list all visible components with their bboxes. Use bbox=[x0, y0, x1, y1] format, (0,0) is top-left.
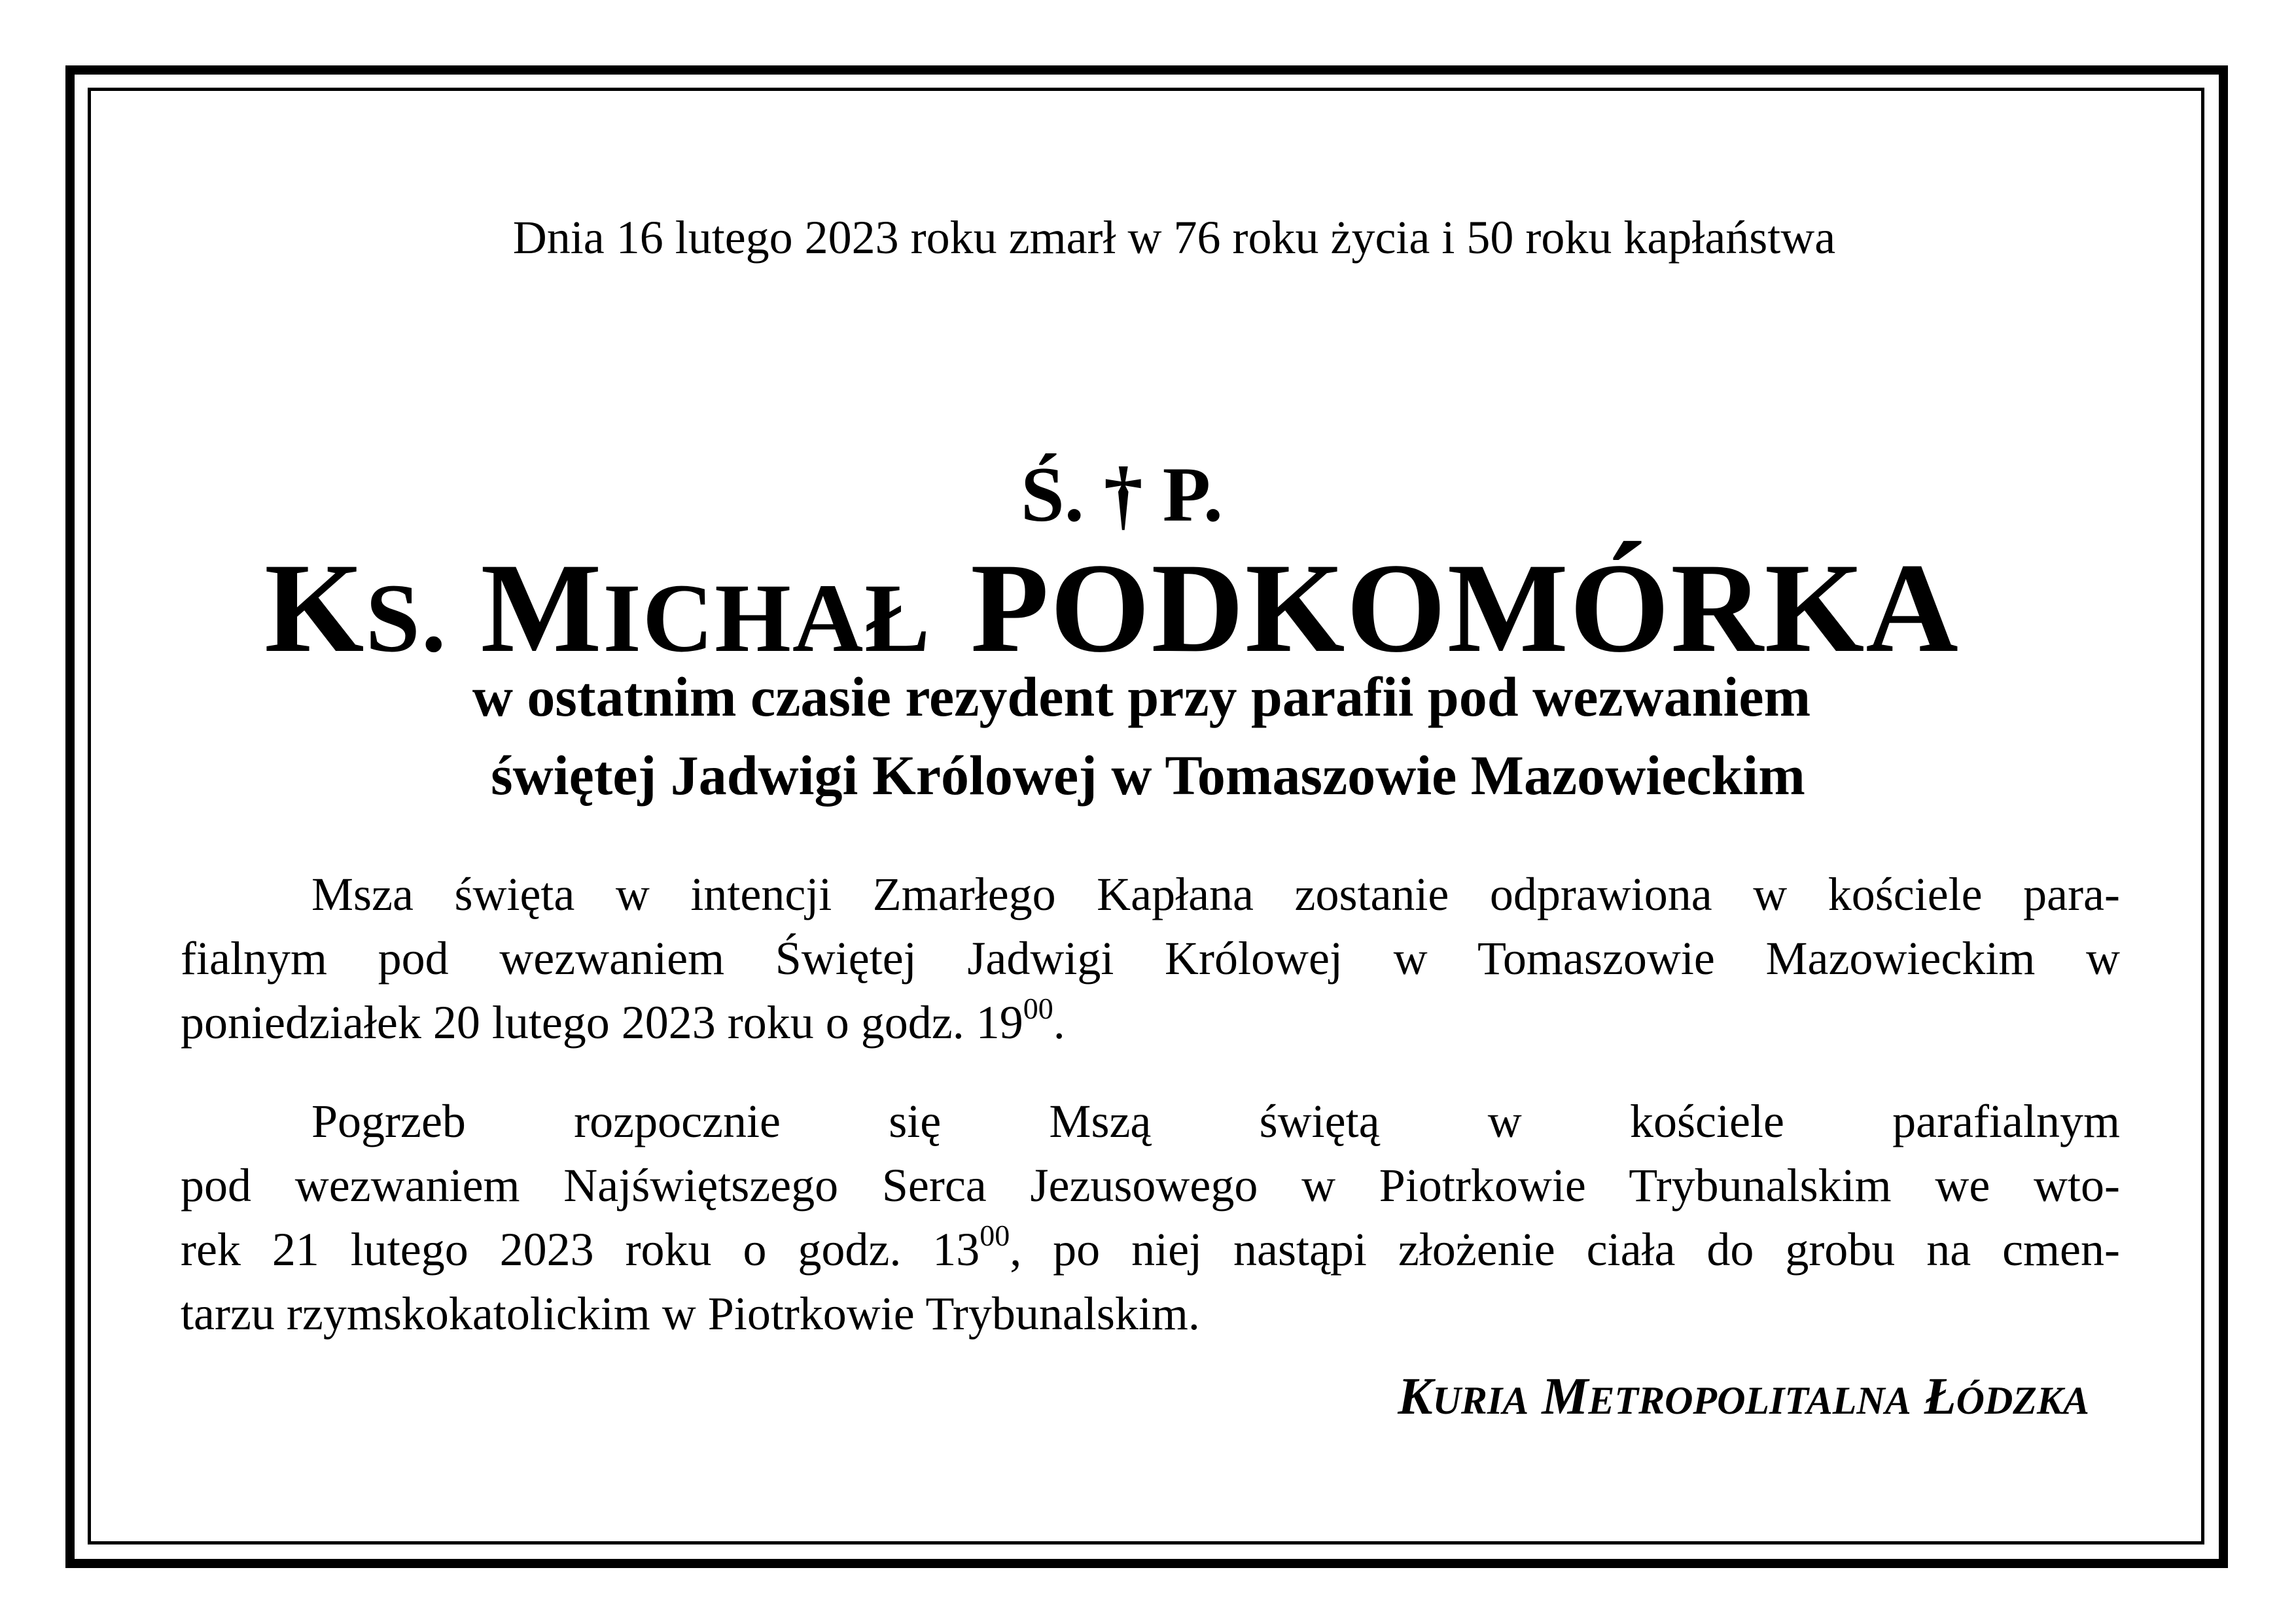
intro-line: Dnia 16 lutego 2023 roku zmarł w 76 roku życia i 50 roku kapłaństwa bbox=[512, 211, 1836, 264]
sp-heading: Ś. † P. bbox=[1020, 451, 1224, 538]
surname: PODKOMÓRKA bbox=[970, 537, 1960, 679]
mass-line-3: poniedziałek 20 lutego 2023 roku o godz. $19^{00}$. bbox=[181, 992, 1065, 1049]
funeral-paragraph bbox=[181, 1089, 2120, 1346]
funeral-line-4: tarzu rzymskokatolickim w Piotrkowie Trybunalskim. bbox=[181, 1287, 1200, 1340]
mass-time-superscript: 00 bbox=[1023, 992, 1053, 1025]
title-initial: K bbox=[264, 537, 366, 679]
first-name-initial: M bbox=[480, 537, 603, 679]
subtitle-line-2: świętej Jadwigi Królowej w Tomaszowie Mazowieckim bbox=[491, 744, 1805, 807]
first-name-rest: ICHAŁ bbox=[603, 564, 932, 672]
funeral-line-3: rek 21 lutego 2023 roku o godz. $13^{00}$, po niej nastąpi złożenie ciała do grobu na cmen- bbox=[181, 1219, 2120, 1276]
mass-line-1: Msza święta w intencji Zmarłego Kapłana zostanie odprawiona w kościele para- bbox=[311, 868, 2120, 920]
funeral-time-superscript: 00 bbox=[980, 1219, 1010, 1252]
subtitle-line-1: w ostatnim czasie rezydent przy parafii pod wezwaniem bbox=[472, 665, 1811, 728]
mass-paragraph bbox=[181, 862, 2120, 1055]
deceased-name bbox=[0, 537, 2260, 684]
signature: KURIA METROPOLITALNA ŁÓDZKA bbox=[1398, 1368, 2089, 1425]
mass-line-2: fialnym pod wezwaniem Świętej Jadwigi Królowej w Tomaszowie Mazowieckim w bbox=[181, 932, 2120, 985]
funeral-line-2: pod wezwaniem Najświętszego Serca Jezusowego w Piotrkowie Trybunalskim we wto- bbox=[181, 1159, 2120, 1212]
funeral-line-1: Pogrzeb rozpocznie się Mszą świętą w kościele parafialnym bbox=[311, 1095, 2120, 1147]
title-rest: S. bbox=[365, 564, 448, 672]
